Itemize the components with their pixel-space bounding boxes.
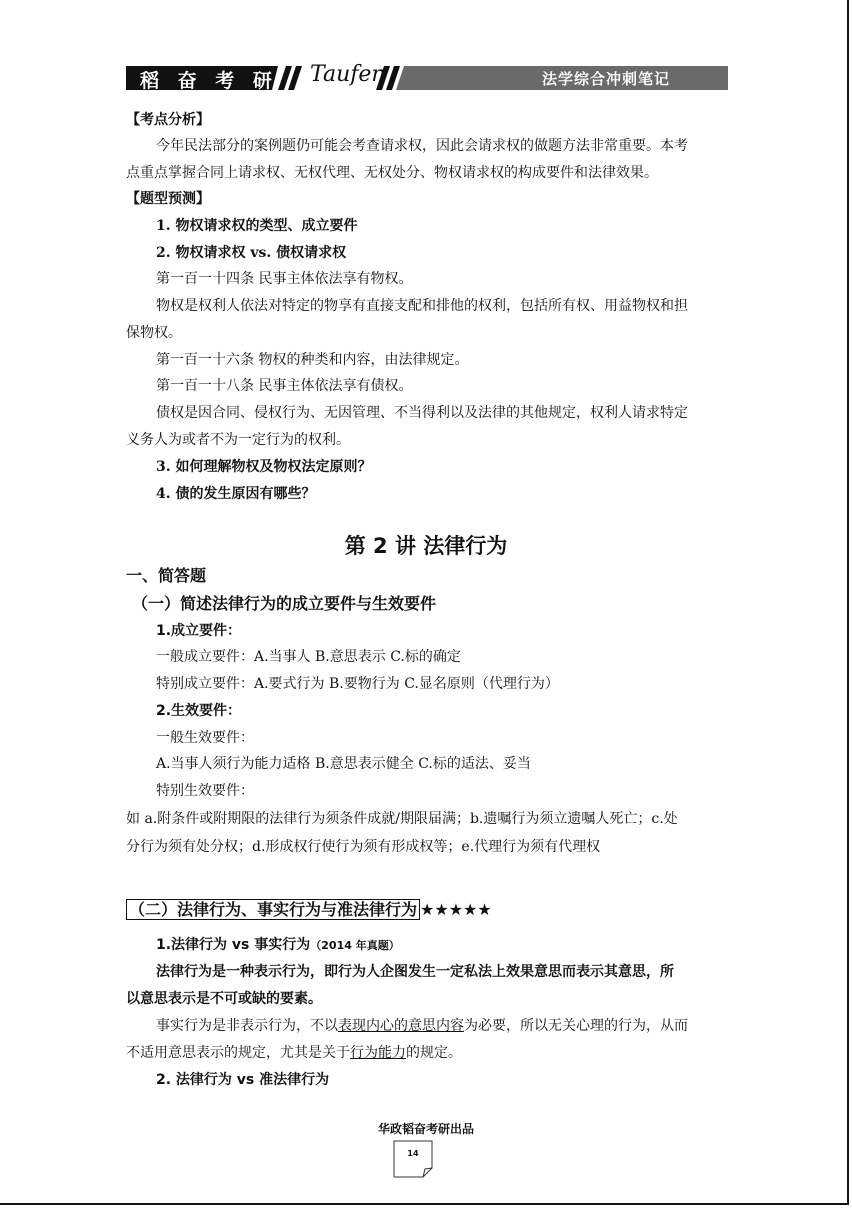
prediction-q2: 2. 物权请求权 vs. 债权请求权 — [156, 245, 347, 261]
formation-label: 1.成立要件： — [156, 623, 242, 639]
footer-publisher: 华政韬奋考研出品 — [377, 1122, 474, 1136]
factual-act-text-d: 的规定。 — [406, 1045, 462, 1061]
special-effect-label: 特别生效要件： — [156, 783, 254, 799]
general-formation: 一般成立要件：A.当事人 B.意思表示 C.标的确定 — [156, 649, 461, 665]
general-effect-label: 一般生效要件： — [156, 730, 254, 746]
article-114: 第一百一十四条 民事主体依法享有物权。 — [156, 271, 413, 287]
prediction-q4: 4. 债的发生原因有哪些？ — [156, 486, 316, 502]
page-border-right — [847, 0, 849, 1205]
factual-act-text-b: 为必要，所以无关心理的行为，从而 — [464, 1018, 688, 1034]
section-heading-short-answer: 一、简答题 — [126, 566, 207, 585]
header-subtitle: 法学综合冲刺笔记 — [541, 70, 670, 88]
factual-act-text-a: 事实行为是非表示行为，不以 — [156, 1018, 338, 1034]
legal-act-definition-2: 以意思表示是不可或缺的要素。 — [126, 991, 322, 1007]
brand-logo-en: Taufen — [310, 62, 386, 87]
legal-act-definition-1: 法律行为是一种表示行为，即行为人企图发生一定私法上效果意思而表示其意思，所 — [156, 964, 674, 980]
prediction-q3: 3. 如何理解物权及物权法定原则？ — [156, 459, 372, 475]
lecture-title: 第 2 讲 法律行为 — [344, 534, 508, 558]
analysis-heading: 【考点分析】 — [126, 112, 210, 128]
page-border-bottom — [0, 1203, 849, 1205]
legal-vs-quasi-title: 2. 法律行为 vs 准法律行为 — [156, 1072, 330, 1088]
debt-definition-2: 义务人为或者不为一定行为的权利。 — [126, 432, 350, 448]
prediction-heading: 【题型预测】 — [126, 191, 210, 207]
importance-stars: ★★★★★ — [420, 900, 492, 919]
article-118: 第一百一十八条 民事主体依法享有债权。 — [156, 378, 413, 394]
real-right-definition-2: 保物权。 — [126, 325, 182, 341]
article-116: 第一百一十六条 物权的种类和内容，由法律规定。 — [156, 352, 469, 368]
page-number-box — [393, 1140, 433, 1178]
subsection-heading-1: （一）简述法律行为的成立要件与生效要件 — [132, 594, 437, 613]
header-banner — [126, 64, 728, 92]
exam-year-note: （2014 年真题） — [310, 939, 400, 952]
debt-definition-1: 债权是因合同、侵权行为、无因管理、不当得利以及法律的其他规定，权利人请求特定 — [156, 405, 688, 421]
effect-label: 2.生效要件： — [156, 703, 242, 719]
factual-act-underlined-1: 表现内心的意思内容 — [338, 1018, 464, 1034]
general-effect: A.当事人须行为能力适格 B.意思表示健全 C.标的适法、妥当 — [156, 756, 531, 772]
subsection-heading-2-row — [126, 900, 492, 920]
subsection-heading-2: （二）法律行为、事实行为与准法律行为 — [126, 899, 420, 920]
analysis-line-1: 今年民法部分的案例题仍可能会考查请求权，因此会请求权的做题方法非常重要。本考 — [156, 138, 688, 154]
legal-vs-factual-title — [156, 936, 400, 955]
special-effect-1: 如 a.附条件或附期限的法律行为须条件成就/期限届满；b.遗嘱行为须立遗嘱人死亡；c.处 — [126, 811, 678, 827]
factual-act-line-1 — [156, 1017, 688, 1035]
factual-act-line-2 — [126, 1044, 462, 1062]
prediction-q1: 1. 物权请求权的类型、成立要件 — [156, 218, 358, 234]
special-effect-2: 分行为须有处分权；d.形成权行使行为须有形成权等；e.代理行为须有代理权 — [126, 839, 601, 855]
special-formation: 特别成立要件：A.要式行为 B.要物行为 C.显名原则（代理行为） — [156, 676, 559, 692]
real-right-definition-1: 物权是权利人依法对特定的物享有直接支配和排他的权利，包括所有权、用益物权和担 — [156, 298, 688, 314]
analysis-line-2: 点重点掌握合同上请求权、无权代理、无权处分、物权请求权的构成要件和法律效果。 — [126, 165, 658, 181]
factual-act-underlined-2: 行为能力 — [350, 1045, 406, 1061]
brand-logo-text: 稻 奋 考 研 — [140, 70, 278, 92]
page-number: 14 — [407, 1149, 419, 1158]
page-corner-graphic — [393, 1140, 433, 1178]
legal-vs-factual-label: 1.法律行为 vs 事实行为 — [156, 937, 311, 953]
factual-act-text-c: 不适用意思表示的规定，尤其是关于 — [126, 1045, 350, 1061]
